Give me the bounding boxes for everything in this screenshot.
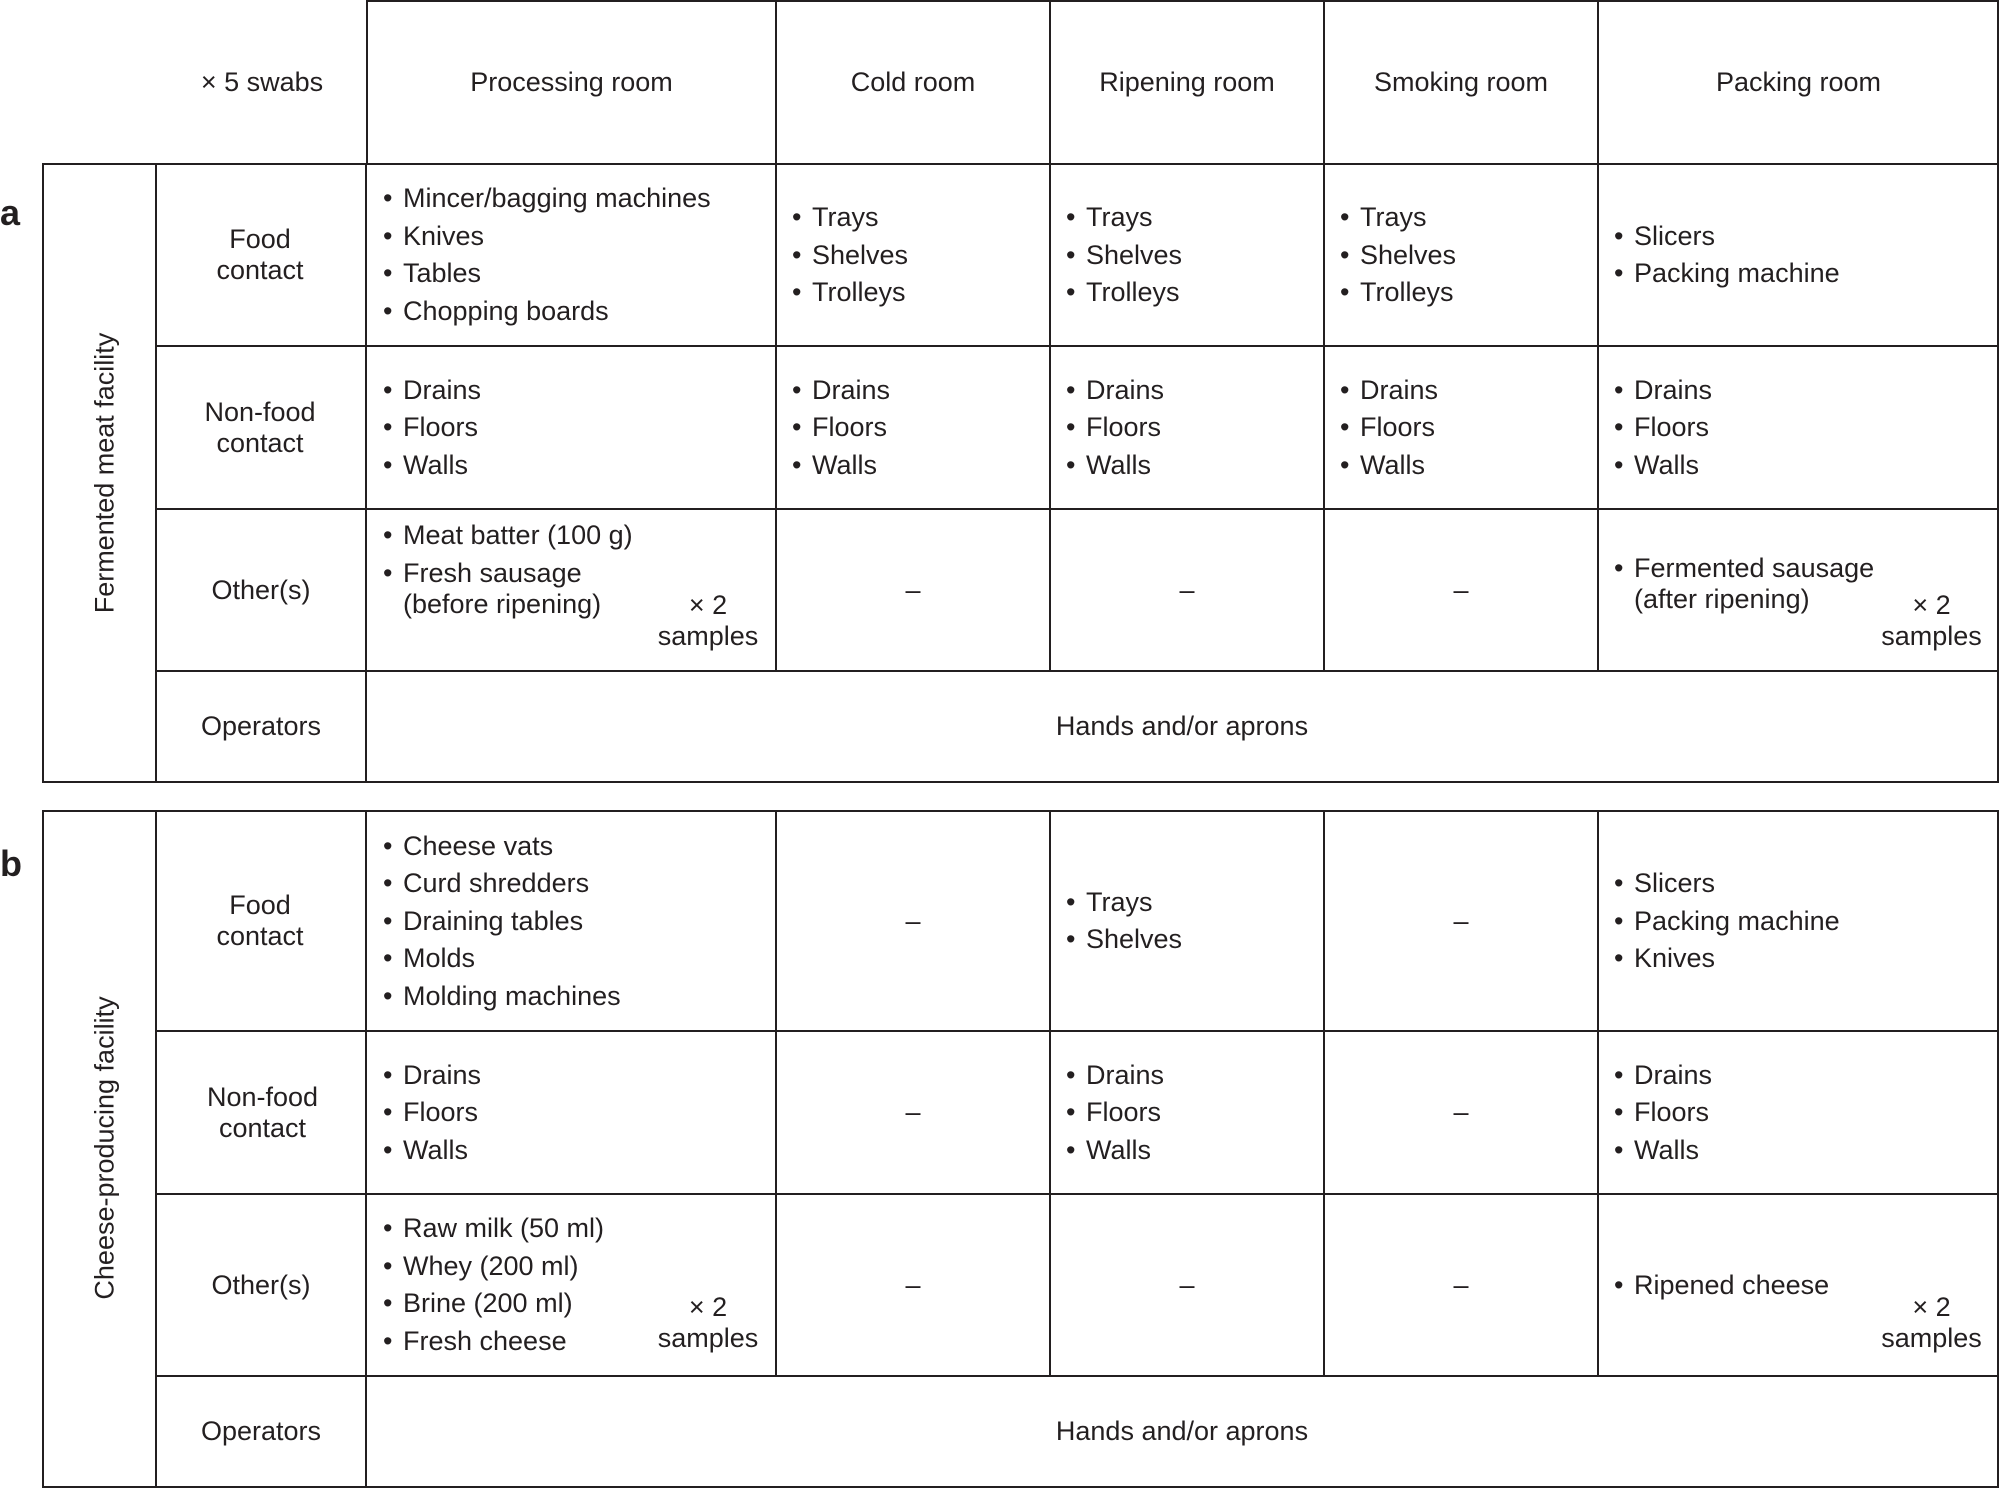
col-header-smoking-room: Smoking room — [1373, 67, 1549, 97]
list-item: • Fermented sausage (after ripening) — [1634, 553, 1904, 615]
list-item: • Trolleys — [1086, 277, 1182, 308]
list-item: • Floors — [403, 412, 481, 443]
list-item: • Packing machine — [1634, 906, 1840, 937]
panel-a-operators-value: Hands and/or aprons — [1055, 711, 1309, 741]
list-item: • Tables — [403, 258, 711, 289]
list-item: • Fresh sausage (before ripening) — [403, 558, 673, 620]
panel-a-row-label-food-contact: Food contact — [216, 224, 304, 285]
list-item: • Knives — [1634, 943, 1840, 974]
panel-a-ripening-non-food-contact — [1066, 347, 1321, 508]
list-item: • Drains — [1360, 375, 1438, 406]
list-item: • Trays — [1086, 887, 1182, 918]
list-item: • Floors — [1634, 412, 1712, 443]
list-item: • Slicers — [1634, 868, 1840, 899]
panel-a-processing-others — [383, 520, 653, 650]
panel-a-ripening-others: – — [1179, 574, 1195, 605]
panel-a-row-label-operators: Operators — [200, 711, 322, 741]
panel-a-smoking-non-food-contact — [1340, 347, 1595, 508]
panel-b-processing-multiplier: × 2 samples — [657, 1292, 759, 1353]
panel-b-cold-non-food-contact: – — [905, 1097, 921, 1127]
panel-b-row-label-food-contact: Food contact — [216, 890, 304, 951]
panel-b-processing-non-food-contact — [383, 1032, 773, 1193]
list-item: • Curd shredders — [403, 868, 621, 899]
list-item: • Trolleys — [1360, 277, 1456, 308]
panel-b-packing-food-contact — [1614, 812, 1994, 1030]
panel-a-cold-non-food-contact — [792, 347, 1047, 508]
list-item: • Meat batter (100 g) — [403, 520, 673, 551]
list-item: • Floors — [1634, 1097, 1712, 1128]
panel-a-processing-non-food-contact — [383, 347, 773, 508]
list-item: • Shelves — [1086, 924, 1182, 955]
panel-b-smoking-non-food-contact: – — [1453, 1097, 1469, 1127]
list-item: • Whey (200 ml) — [403, 1251, 604, 1282]
panel-a-packing-others — [1614, 553, 1884, 653]
list-item: • Shelves — [1360, 240, 1456, 271]
panel-b-ripening-non-food-contact — [1066, 1032, 1321, 1193]
list-item: • Trays — [1360, 202, 1456, 233]
panel-b-row-label-others: Other(s) — [211, 1269, 311, 1300]
list-item: • Mincer/bagging machines — [403, 183, 711, 214]
list-item: • Draining tables — [403, 906, 621, 937]
list-item: • Floors — [812, 412, 890, 443]
panel-b-smoking-others: – — [1453, 1269, 1469, 1300]
panel-a-cold-others: – — [905, 574, 921, 605]
list-item: • Drains — [1086, 1060, 1164, 1091]
panel-a-ripening-food-contact — [1066, 165, 1321, 345]
list-item: • Walls — [1360, 450, 1438, 481]
list-item: • Walls — [1634, 1135, 1712, 1166]
list-item: • Drains — [1634, 375, 1712, 406]
list-item: • Molding machines — [403, 981, 621, 1012]
panel-a-facility-label: Fermented meat facility — [89, 332, 120, 614]
list-item: • Drains — [1634, 1060, 1712, 1091]
panel-a-row-label-non-food-contact: Non-food contact — [204, 396, 316, 458]
corner-swabs-label: × 5 swabs — [200, 67, 324, 97]
panel-b-packing-others — [1614, 1195, 1884, 1375]
panel-b-processing-food-contact — [383, 812, 773, 1030]
list-item: • Fresh cheese — [403, 1326, 604, 1357]
panel-a-packing-food-contact — [1614, 165, 1994, 345]
panel-a-row-label-others: Other(s) — [211, 574, 311, 605]
list-item: • Shelves — [812, 240, 908, 271]
list-item: • Floors — [1086, 412, 1164, 443]
list-item: • Shelves — [1086, 240, 1182, 271]
list-item: • Trolleys — [812, 277, 908, 308]
list-item: • Drains — [1086, 375, 1164, 406]
list-item: • Drains — [812, 375, 890, 406]
col-header-ripening-room: Ripening room — [1099, 67, 1275, 97]
list-item: • Drains — [403, 375, 481, 406]
list-item: • Trays — [812, 202, 908, 233]
list-item: • Walls — [403, 1135, 481, 1166]
panel-a-processing-food-contact — [383, 165, 773, 345]
panel-b-packing-non-food-contact — [1614, 1032, 1994, 1193]
list-item: • Chopping boards — [403, 296, 711, 327]
list-item: • Packing machine — [1634, 258, 1840, 289]
col-header-packing-room: Packing room — [1715, 67, 1882, 97]
list-item: • Trays — [1086, 202, 1182, 233]
list-item: • Brine (200 ml) — [403, 1288, 604, 1319]
list-item: • Knives — [403, 221, 711, 252]
panel-a-packing-non-food-contact — [1614, 347, 1994, 508]
panel-b-row-label-non-food-contact: Non-food contact — [206, 1081, 319, 1143]
panel-b-processing-others — [383, 1195, 653, 1375]
panel-a-smoking-food-contact — [1340, 165, 1595, 345]
panel-b-facility-label: Cheese-producing facility — [89, 996, 120, 1300]
panel-b-packing-multiplier: × 2 samples — [1881, 1292, 1982, 1353]
panel-b-cold-others: – — [905, 1269, 921, 1300]
panel-a-packing-multiplier: × 2 samples — [1881, 590, 1982, 651]
list-item: • Ripened cheese — [1634, 1270, 1829, 1301]
list-item: • Drains — [403, 1060, 481, 1091]
panel-b-ripening-food-contact — [1066, 812, 1321, 1030]
list-item: • Walls — [403, 450, 481, 481]
list-item: • Molds — [403, 943, 621, 974]
list-item: • Walls — [1634, 450, 1712, 481]
panel-b-operators-value: Hands and/or aprons — [1055, 1416, 1309, 1446]
list-item: • Walls — [1086, 450, 1164, 481]
panel-b-divider — [1597, 810, 1599, 1377]
panel-a-smoking-others: – — [1453, 574, 1469, 605]
panel-b-smoking-food-contact: – — [1453, 905, 1469, 936]
panel-b-cold-food-contact: – — [905, 905, 921, 936]
list-item: • Cheese vats — [403, 831, 621, 862]
list-item: • Slicers — [1634, 221, 1840, 252]
list-item: • Walls — [1086, 1135, 1164, 1166]
panel-a-divider — [1597, 163, 1599, 672]
list-item: • Walls — [812, 450, 890, 481]
col-header-processing-room: Processing room — [470, 67, 673, 97]
list-item: • Floors — [1360, 412, 1438, 443]
col-header-cold-room: Cold room — [850, 67, 976, 97]
panel-a-cold-food-contact — [792, 165, 1047, 345]
panel-b-letter: b — [0, 843, 22, 884]
list-item: • Raw milk (50 ml) — [403, 1213, 604, 1244]
panel-b-ripening-others: – — [1179, 1269, 1195, 1300]
list-item: • Floors — [1086, 1097, 1164, 1128]
list-item: • Floors — [403, 1097, 481, 1128]
panel-a-processing-multiplier: × 2 samples — [657, 590, 759, 651]
panel-b-row-label-operators: Operators — [200, 1416, 322, 1446]
panel-a-letter: a — [0, 192, 21, 233]
